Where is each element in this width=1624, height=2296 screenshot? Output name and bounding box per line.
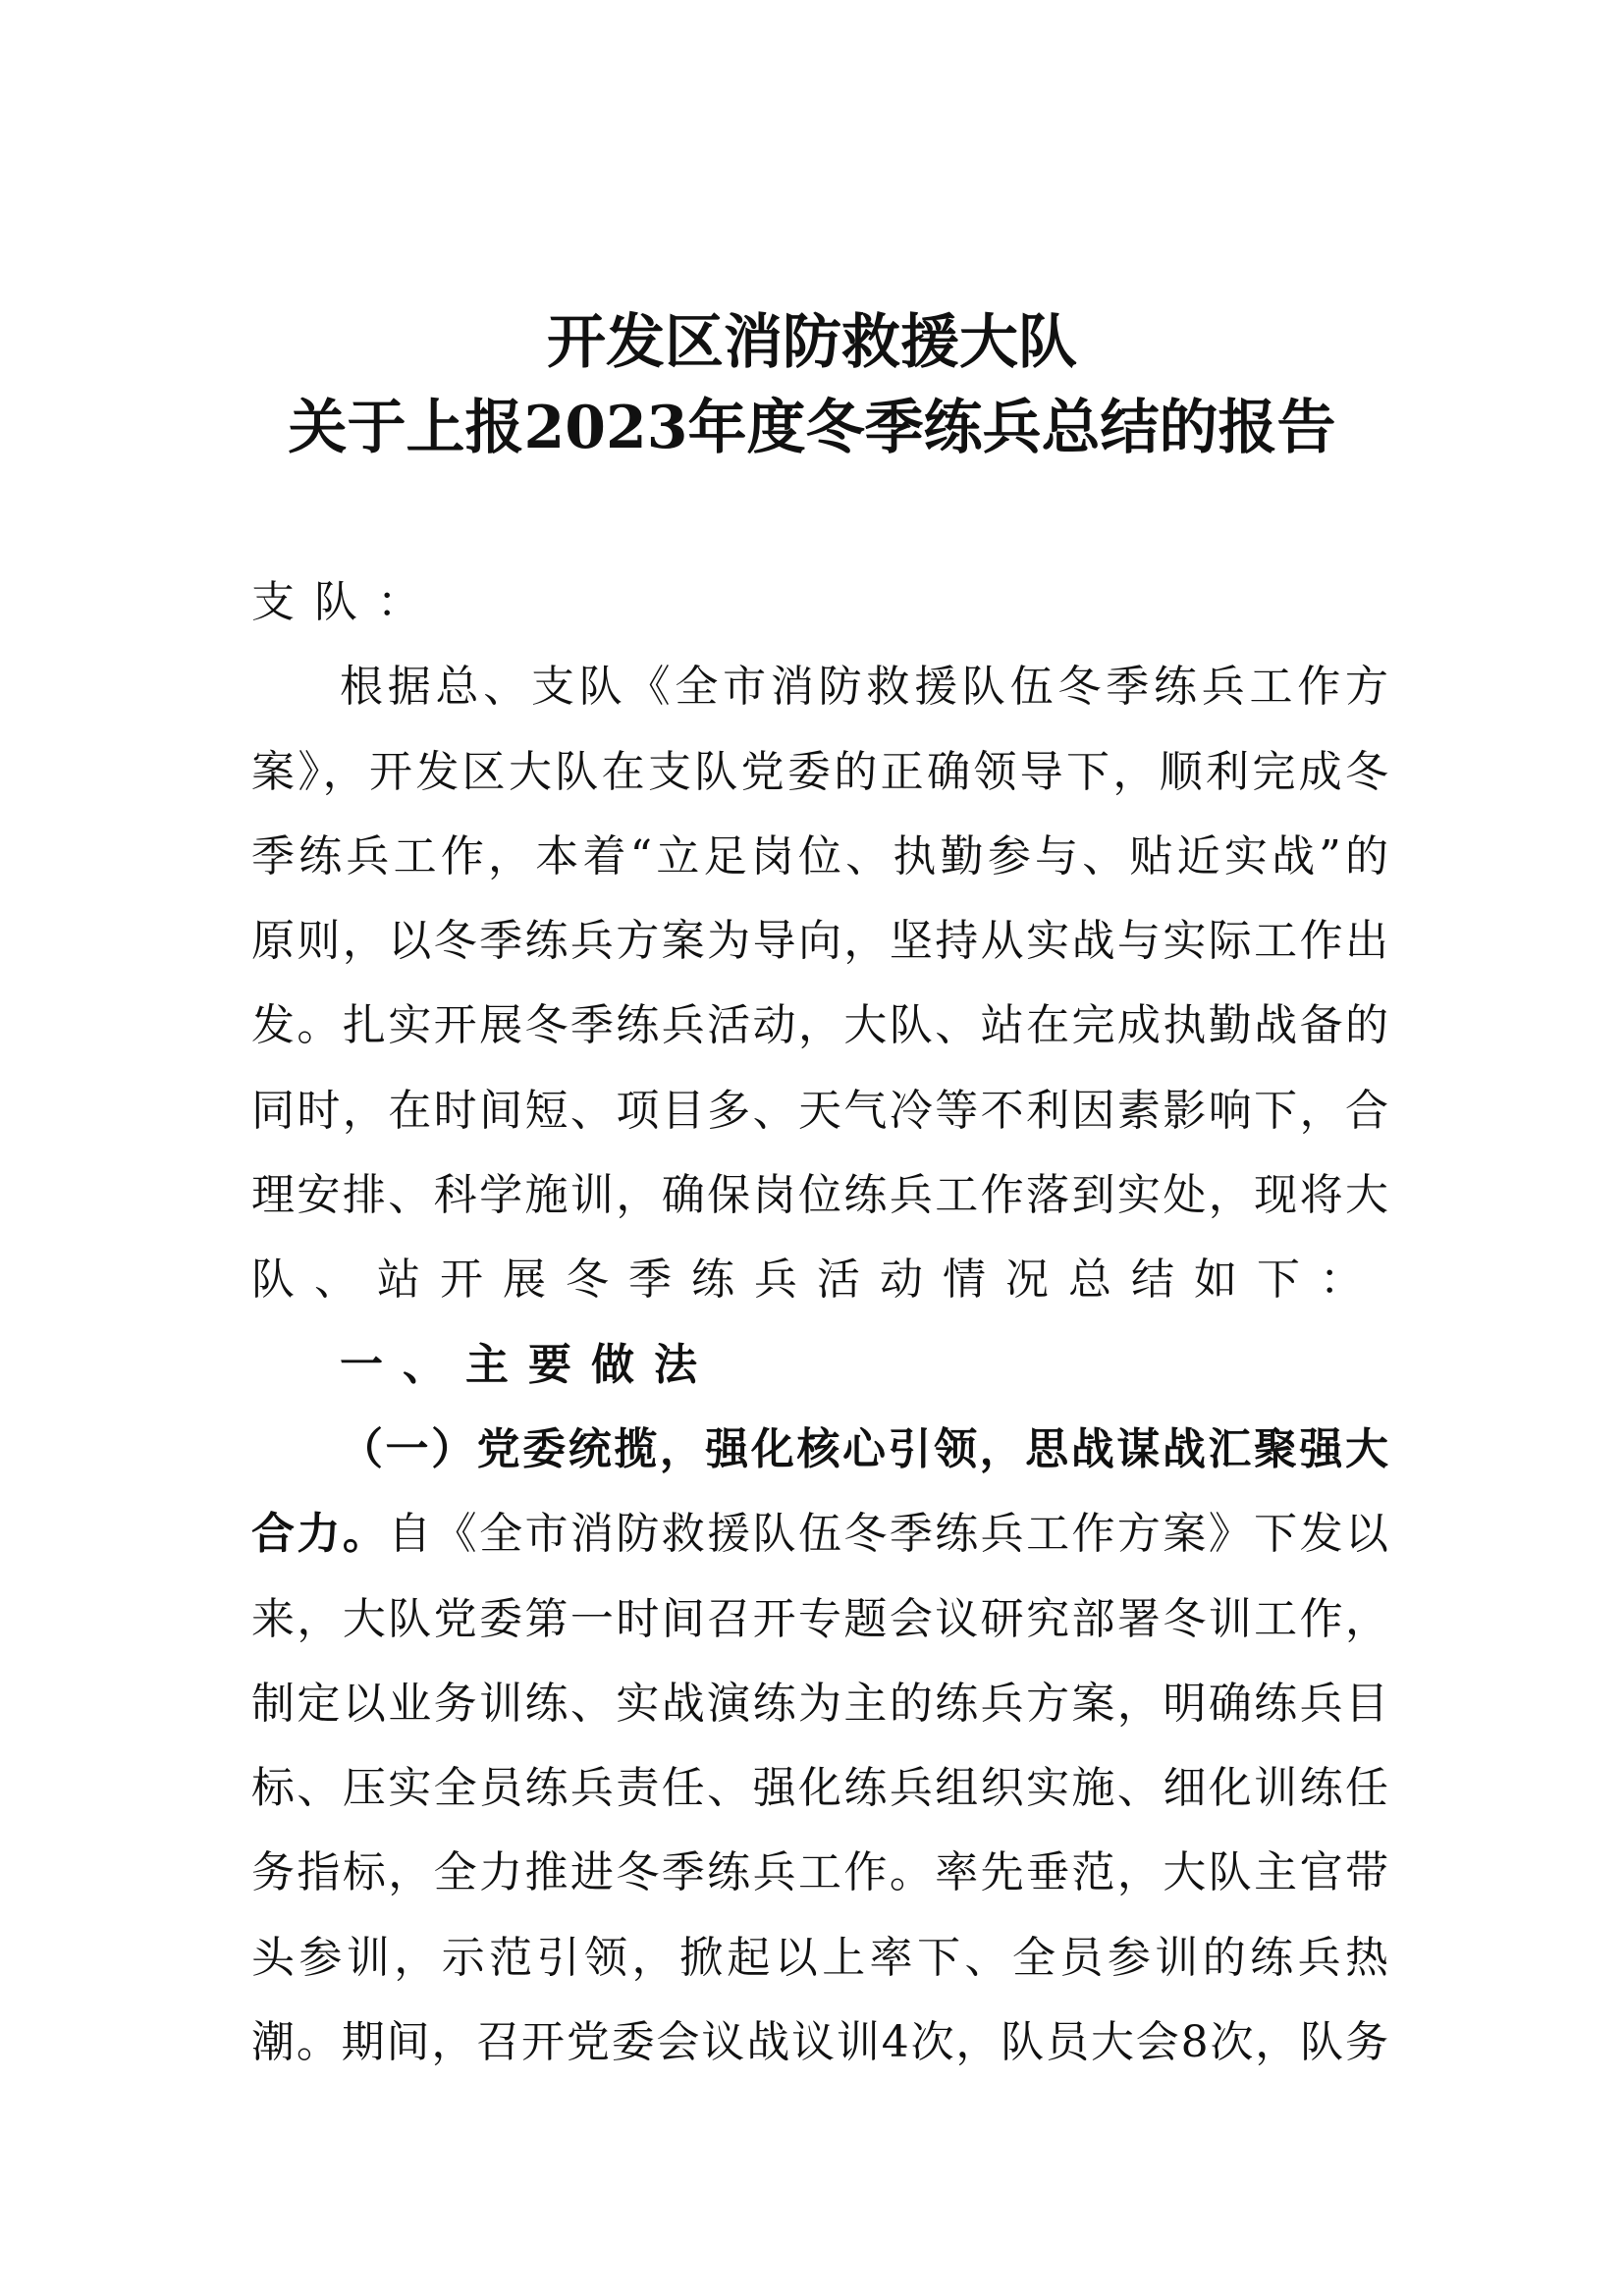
salutation: 支队： bbox=[251, 577, 440, 627]
paragraph-line: 务指标，全力推进冬季练兵工作。率先垂范，大队主官带 bbox=[251, 1847, 1388, 1898]
paragraph-line: 制定以业务训练、实战演练为主的练兵方案，明确练兵目 bbox=[251, 1678, 1388, 1729]
document-title-line-2: 关于上报2023年度冬季练兵总结的报告 bbox=[288, 394, 1336, 462]
document-body bbox=[251, 561, 1388, 2085]
paragraph-line: 发。扎实开展冬季练兵活动，大队、站在完成执勤战备的 bbox=[251, 1000, 1388, 1051]
paragraph-line: 根据总、支队《全市消防救援队伍冬季练兵工作方 bbox=[340, 662, 1388, 713]
paragraph-line: 来，大队党委第一时间召开专题会议研究部署冬训工作， bbox=[251, 1593, 1388, 1644]
paragraph-line: 头参训，示范引领，掀起以上率下、全员参训的练兵热 bbox=[251, 1932, 1388, 1983]
paragraph-line: 理安排、科学施训，确保岗位练兵工作落到实处，现将大 bbox=[251, 1170, 1388, 1221]
paragraph-line: 季练兵工作，本着“立足岗位、执勤参与、贴近实战”的 bbox=[251, 830, 1388, 881]
paragraph-line: 潮。期间，召开党委会议战议训4次，队员大会8次，队务 bbox=[251, 2017, 1388, 2068]
paragraph-line: 标、压实全员练兵责任、强化练兵组织实施、细化训练任 bbox=[251, 1763, 1388, 1814]
document-title-line-1: 开发区消防救援大队 bbox=[547, 308, 1077, 377]
paragraph-line bbox=[251, 1492, 1388, 1576]
paragraph-text: 自《全市消防救援队伍冬季练兵工作方案》下发以 bbox=[388, 1509, 1388, 1560]
subsection-heading-end: 合力。 bbox=[251, 1509, 389, 1560]
paragraph-line: 队、站开展冬季练兵活动情况总结如下： bbox=[251, 1255, 1382, 1306]
subsection-heading: （一）党委统揽，强化核心引领，思战谋战汇聚强大 bbox=[340, 1423, 1388, 1474]
section-heading: 一、主要做法 bbox=[340, 1339, 717, 1390]
paragraph-line: 同时，在时间短、项目多、天气冷等不利因素影响下，合 bbox=[251, 1085, 1388, 1136]
paragraph-line: 案》，开发区大队在支队党委的正确领导下，顺利完成冬 bbox=[251, 746, 1388, 797]
paragraph-line: 原则，以冬季练兵方案为导向，坚持从实战与实际工作出 bbox=[251, 916, 1388, 967]
